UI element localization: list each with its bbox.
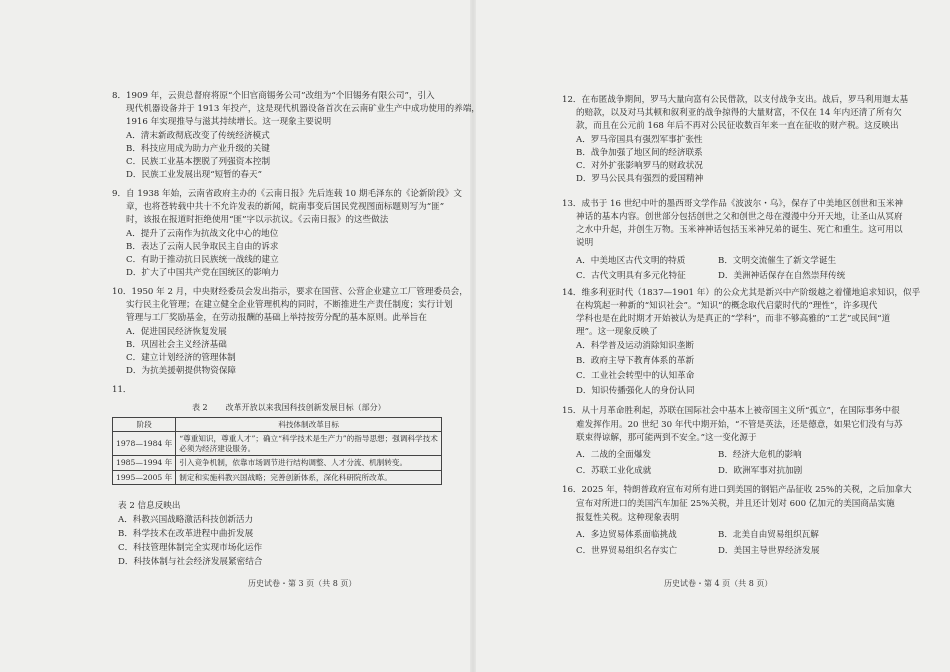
q9-option-b[interactable]: B．表达了云南人民争取民主自由的诉求 <box>126 242 279 252</box>
q13-option-c[interactable]: C．古代文明具有多元化特征 <box>576 271 686 281</box>
q9-option-c[interactable]: C．有助于推动抗日民族统一战线的建立 <box>126 255 279 265</box>
q11-number: 11． <box>112 385 132 395</box>
q13-option-b[interactable]: B．文明交流催生了新文学诞生 <box>718 256 837 266</box>
tech-reform-table <box>112 417 442 485</box>
q12-option-a[interactable]: A．罗马帝国具有强烈军事扩张性 <box>576 135 703 145</box>
q11-option-b[interactable]: B．科学技术在改革进程中曲折发展 <box>118 529 254 539</box>
q8-option-d[interactable]: D．民族工业发展出现“短暂的春天” <box>126 170 262 180</box>
q14-stem-line-4: 理”。这一现象反映了 <box>576 327 658 337</box>
q10-stem-line-1: 10．1950 年 2 月，中央财经委员会发出指示，要求在国营、公营企业建立工厂管理委员会， <box>112 287 468 297</box>
q10-option-d[interactable]: D．为抗美援朝提供物资保障 <box>126 366 237 376</box>
table-cell-period: 1995—2005 年 <box>113 470 176 484</box>
q15-option-a[interactable]: A．二战的全面爆发 <box>576 450 651 460</box>
q10-option-a[interactable]: A．促进国民经济恢复发展 <box>126 327 227 337</box>
q16-stem-line-2: 宣布对所进口的美国汽车加征 25%关税，并且还计划对 600 亿加元的美国商品实施 <box>576 499 895 509</box>
q15-stem-line-2: 难发挥作用。20 世纪 30 年代中期开始，“不管是英法，还是德意，如果它们没有与苏 <box>576 420 903 430</box>
q15-stem-line-1: 15．从十月革命胜利起，苏联在国际社会中基本上被帝国主义所“孤立”，在国际事务中很 <box>562 406 900 416</box>
q10-option-c[interactable]: C．建立计划经济的管理体制 <box>126 353 236 363</box>
table-header-goal: 科技体制改革目标 <box>176 418 442 432</box>
q8-option-b[interactable]: B．科技应用成为助力产业升级的关键 <box>126 144 270 154</box>
q12-stem-line-2: 的赔款，以及对马其顿和叙利亚的战争掠得的大量财富，不仅在 14 年内还清了所有欠 <box>576 108 902 118</box>
table-row <box>113 456 442 470</box>
left-page-footer: 历史试卷・第 3 页（共 8 页） <box>248 579 357 588</box>
q16-stem-line-3: 报复性关税。这种现象表明 <box>576 513 680 523</box>
q8-stem-line-3: 1916 年实现推导与滋其持续增长。这一现象主要说明 <box>126 117 332 127</box>
q14-option-b[interactable]: B．政府主导下教育体系的革新 <box>576 356 695 366</box>
q10-option-b[interactable]: B．巩固社会主义经济基础 <box>126 340 227 350</box>
q16-option-d[interactable]: D．美国主导世界经济发展 <box>718 546 820 556</box>
table-cell-goal: 引入竞争机制，依靠市场调节进行结构调整、人才分流、机制转变。 <box>176 456 442 470</box>
q14-stem-line-3: 学科也是在此时期才开始被认为是真正的“学科”，而非不够高雅的“工艺”或民间“道 <box>576 314 891 324</box>
table-cell-period: 1985—1994 年 <box>113 456 176 470</box>
q11-option-a[interactable]: A．科教兴国战略激活科技创新活力 <box>118 515 254 525</box>
table-cell-goal: 制定和实施科教兴国战略；完善创新体系，深化科研院所改革。 <box>176 470 442 484</box>
q13-stem-line-4: 说明 <box>576 238 594 248</box>
q12-stem-line-3: 款，而且在公元前 168 年后不再对公民征收数百年来一直在征收的财产税。这反映出 <box>576 121 899 131</box>
q16-option-c[interactable]: C．世界贸易组织名存实亡 <box>576 546 678 556</box>
q9-option-a[interactable]: A．提升了云南作为抗战文化中心的地位 <box>126 229 279 239</box>
table-label: 表 2 <box>192 403 208 412</box>
q9-stem-line-1: 9．自 1938 年始，云南省政府主办的《云南日报》先后连载 10 期毛泽东的《论新阶段》文 <box>112 189 462 199</box>
table-title: 改革开放以来我国科技创新发展目标（部分） <box>225 403 386 412</box>
q8-option-c[interactable]: C．民族工业基本摆脱了列强资本控制 <box>126 157 271 167</box>
q14-stem-line-2: 在构筑起一种新的“知识社会”。“知识”的概念取代启蒙时代的“理性”，许多现代 <box>576 301 878 311</box>
right-page-footer: 历史试卷・第 4 页（共 8 页） <box>664 579 773 588</box>
q10-stem-line-2: 实行民主化管理；在建立健全企业管理机构的同时，不断推进生产责任制度；实行计划 <box>126 300 453 310</box>
q16-option-a[interactable]: A．多边贸易体系面临挑战 <box>576 530 677 540</box>
q8-stem-line-1: 8．1909 年，云贵总督府将原“个旧官商锡务公司”改组为“个旧锡务有限公司”，引入 <box>112 91 435 101</box>
table-header-period: 阶段 <box>113 418 176 432</box>
q13-option-a[interactable]: A．中美地区古代文明的特质 <box>576 256 686 266</box>
q15-option-c[interactable]: C．苏联工业化成就 <box>576 466 652 476</box>
q16-stem-line-1: 16．2025 年，特朗普政府宣布对所有进口到美国的钢铝产品征收 25%的关税，之后加拿大 <box>562 485 912 495</box>
q11-stem: 表 2 信息反映出 <box>118 501 181 511</box>
q9-stem-line-3: 时，该报在报道时拒绝使用“匪”字以示抗议。《云南日报》的这些做法 <box>126 215 389 225</box>
q13-option-d[interactable]: D．美洲神话保存在自然崇拜传统 <box>718 271 846 281</box>
q10-stem-line-3: 管理与工厂奖励基金，在劳动报酬的基础上举持按劳分配的基本原则。此举旨在 <box>126 313 427 323</box>
table-row <box>113 432 442 456</box>
q8-stem-line-2: 现代机器设备并于 1913 年投产，这是现代机器设备首次在云南矿业生产中成功使用的养端， <box>126 104 480 114</box>
q13-stem-line-1: 13．成书于 16 世纪中叶的墨西哥文学作品《波波尔・乌》，保存了中美地区创世和玉米神 <box>562 199 904 209</box>
q8-option-a[interactable]: A．清末新政彻底改变了传统经济模式 <box>126 131 270 141</box>
q14-option-c[interactable]: C．工业社会转型中的认知革命 <box>576 371 695 381</box>
table-header-row <box>113 418 442 432</box>
q15-option-d[interactable]: D．欧洲军事对抗加剧 <box>718 466 803 476</box>
q15-stem-line-3: 联束得谅解，那可能两到不安全。”这一变化源于 <box>576 433 757 443</box>
q14-option-d[interactable]: D．知识传播强化人的身份认同 <box>576 386 695 396</box>
q13-stem-line-3: 之水中升起，并创生万物。玉米神神话包括玉米神兄弟的诞生、死亡和重生。这可用以 <box>576 225 903 235</box>
table-row <box>113 470 442 484</box>
q12-option-c[interactable]: C．对外扩张影响罗马的财政状况 <box>576 161 703 171</box>
q9-option-d[interactable]: D．扩大了中国共产党在国统区的影响力 <box>126 268 279 278</box>
q12-stem-line-1: 12．在布匿战争期间，罗马大量向富有公民借款，以支付战争支出。战后，罗马利用迦太基 <box>562 95 909 105</box>
table-caption <box>192 404 404 412</box>
q9-stem-line-2: 章，也将苍转载中共十不允许发表的新闻，皖南事变后国民党视图面标题则写为“匪” <box>126 202 445 212</box>
q15-option-b[interactable]: B．经济大危机的影响 <box>718 450 802 460</box>
q12-option-d[interactable]: D．罗马公民具有强烈的爱国精神 <box>576 174 704 184</box>
page-fold-gutter <box>470 0 476 672</box>
q14-stem-line-1: 14．维多利亚时代（1837—1901 年）的公众尤其是新兴中产阶级越之着懂地追求知识，似乎 <box>562 288 921 298</box>
q14-option-a[interactable]: A．科学普及运动消除知识垄断 <box>576 341 694 351</box>
table-cell-period: 1978—1984 年 <box>113 432 176 456</box>
q12-option-b[interactable]: B．战争加强了地区间的经济联系 <box>576 148 703 158</box>
q11-option-c[interactable]: C．科技管理体制完全实现市场化运作 <box>118 543 263 553</box>
q11-option-d[interactable]: D．科技体制与社会经济发展紧密结合 <box>118 557 263 567</box>
q13-stem-line-2: 神话的基本内容。创世部分包括创世之父和创世之母在漫漫中分开天地，让圣山从冥府 <box>576 212 903 222</box>
q16-option-b[interactable]: B．北美自由贸易组织瓦解 <box>718 530 819 540</box>
table-cell-goal: “尊重知识，尊重人才”；确立“科学技术是生产力”的指导思想；强调科学技术必须为经济建设服务。 <box>176 432 442 456</box>
